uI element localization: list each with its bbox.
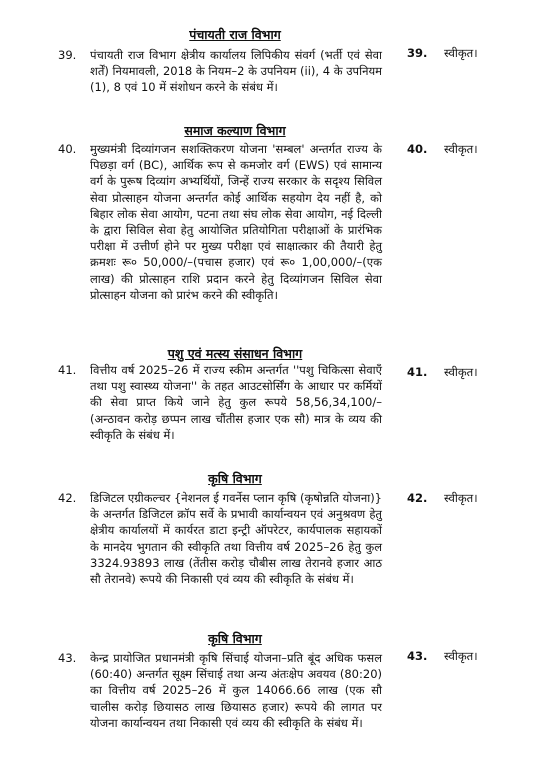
item-number: 41. [58, 363, 77, 377]
decision-status: स्वीकृत। [444, 491, 478, 505]
department-heading [90, 631, 380, 647]
department-heading [90, 27, 380, 43]
decision-number: 43. [407, 649, 428, 663]
item-description: डिजिटल एग्रीकल्चर {नेशनल ई गवर्नेस प्लान कृषि (कृषोन्नति योजना)} के अन्तर्गत डिजिटल क्रॉप सर्वे के प्रभावी कार्यान्वयन एवं अनुश्रवण हेतु क्षेत्रीय कार्यालयों में कार्यरत डाटा इन्ट्री ऑपरेटर, कार्यपालक सहायकों के मानदेय भुगतान की स्वीकृति तथा वित्तीय वर्ष 2025–26 हेतु कुल 3324.93893 लाख (तेंतीस करोड़ चौबीस लाख तेरानवे हजार आठ सौ तेरानवे) रूपये की निकासी एवं व्यय की स्वीकृति के संबंध में। [90, 491, 383, 587]
department-heading-text: कृषि विभाग [208, 631, 262, 646]
decision-number: 39. [407, 46, 428, 60]
item-number: 40. [58, 142, 77, 156]
decision-number: 41. [407, 365, 428, 379]
item-number: 43. [58, 651, 77, 665]
item-description: केन्द्र प्रायोजित प्रधानमंत्री कृषि सिंचाई योजना–प्रति बूंद अधिक फसल (60:40) अन्तर्गत सूक्ष्म सिंचाई तथा अन्य अंतःक्षेप अवयव (80:20) का वित्तीय वर्ष 2025–26 में कुल 14066.66 लाख (एक सौ चालीस करोड़ छियासठ लाख छियासठ हजार) रूपये की लागत पर योजना कार्यान्वयन तथा निकासी एवं व्यय की स्वीकृति के संबंध में। [90, 651, 382, 730]
item-number: 42. [58, 491, 77, 505]
decision-number: 40. [407, 142, 428, 156]
department-heading-text: समाज कल्याण विभाग [184, 123, 286, 138]
department-heading-text: पंचायती राज विभाग [189, 27, 281, 42]
decision-status: स्वीकृत। [444, 142, 478, 156]
decision-status: स्वीकृत। [444, 46, 478, 60]
decision-status: स्वीकृत। [444, 365, 478, 379]
department-heading [90, 346, 380, 362]
department-heading [90, 123, 380, 139]
department-heading-text: कृषि विभाग [208, 471, 262, 486]
department-heading [90, 471, 380, 487]
decision-status: स्वीकृत। [444, 649, 478, 663]
item-description: पंचायती राज विभाग क्षेत्रीय कार्यालय लिपिकीय संवर्ग (भर्ती एवं सेवा शर्तें) नियमावली, 2018 के नियम–2 के उपनियम (ii), 4 के उपनियम (1), 8 एवं 10 में संशोधन करने के संबंध में। [90, 48, 382, 95]
department-heading-text: पशु एवं मत्स्य संसाधन विभाग [167, 346, 303, 361]
item-number: 39. [58, 48, 77, 62]
item-description: वित्तीय वर्ष 2025–26 में राज्य स्कीम अन्तर्गत ''पशु चिकित्सा सेवाएँ तथा पशु स्वास्थ्य योजना'' के तहत आउटसोर्सिंग के आधार पर कर्मियों की सेवा प्राप्त किये जाने हेतु कुल रूपये 58,56,34,100/– (अन्ठावन करोड़ छप्पन लाख चौंतीस हजार एक सौ) मात्र के व्यय की स्वीकृति के संबंध में। [90, 363, 382, 442]
decision-number: 42. [407, 491, 428, 505]
item-description: मुख्यमंत्री दिव्यांगजन सशक्तिकरण योजना 'सम्बल' अन्तर्गत राज्य के पिछड़ा वर्ग (BC), आर्थिक रूप से कमजोर वर्ग (EWS) एवं सामान्य वर्ग के पुरूष दिव्यांग अभ्यर्थियों, जिन्हें राज्य सरकार के सदृश्य सिविल सेवा प्रोत्साहन योजना अन्तर्गत कोई आर्थिक सहयोग देय नहीं है, को बिहार लोक सेवा आयोग, पटना तथा संघ लोक सेवा आयोग, नई दिल्ली के द्वारा सिविल सेवा हेतु आयोजित प्रतियोगिता परीक्षाओं के प्रारंभिक परीक्षा में उत्तीर्ण होने पर मुख्य परीक्षा एवं साक्षात्कार की तैयारी हेतु क्रमशः रू० 50,000/–(पचास हजार) एवं रू० 1,00,000/–(एक लाख) की प्रोत्साहन राशि प्रदान करने हेतु दिव्यांगजन सिविल सेवा प्रोत्साहन योजना को प्रारंभ करने की स्वीकृति। [90, 142, 382, 302]
